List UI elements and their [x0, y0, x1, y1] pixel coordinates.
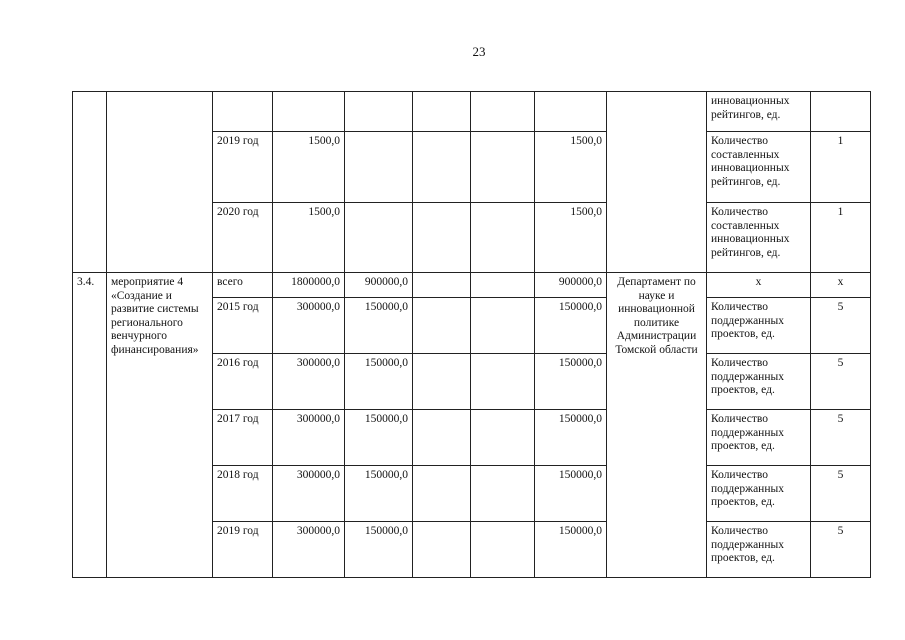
- local-cell: [471, 132, 535, 203]
- federal-cell: 150000,0: [345, 298, 413, 354]
- extra-cell: 150000,0: [535, 522, 607, 578]
- year-cell: 2015 год: [213, 298, 273, 354]
- local-cell: [471, 298, 535, 354]
- extra-cell: 1500,0: [535, 132, 607, 203]
- value-cell: 5: [811, 298, 871, 354]
- regional-cell: [413, 354, 471, 410]
- regional-cell: [413, 410, 471, 466]
- regional-cell: [413, 273, 471, 298]
- federal-cell: 150000,0: [345, 354, 413, 410]
- total-cell: 300000,0: [273, 466, 345, 522]
- extra-cell: 150000,0: [535, 354, 607, 410]
- program-table: [72, 91, 871, 578]
- year-cell: всего: [213, 273, 273, 298]
- indicator-cell: Количество составленных инновационных рейтингов, ед.: [707, 203, 811, 273]
- year-cell: 2017 год: [213, 410, 273, 466]
- value-cell: 1: [811, 203, 871, 273]
- value-cell: 5: [811, 410, 871, 466]
- value-cell: [811, 92, 871, 132]
- local-cell: [471, 466, 535, 522]
- total-cell: 1500,0: [273, 132, 345, 203]
- indicator-cell: Количество поддержанных проектов, ед.: [707, 298, 811, 354]
- indicator-cell: инновационных рейтингов, ед.: [707, 92, 811, 132]
- extra-cell: 150000,0: [535, 298, 607, 354]
- local-cell: [471, 203, 535, 273]
- local-cell: [471, 354, 535, 410]
- federal-cell: [345, 203, 413, 273]
- total-cell: [273, 92, 345, 132]
- total-cell: 300000,0: [273, 410, 345, 466]
- federal-cell: 150000,0: [345, 522, 413, 578]
- indicator-cell: Количество составленных инновационных рейтингов, ед.: [707, 132, 811, 203]
- total-cell: 300000,0: [273, 354, 345, 410]
- total-cell: 1800000,0: [273, 273, 345, 298]
- number-cell: [73, 92, 107, 273]
- extra-cell: 150000,0: [535, 466, 607, 522]
- local-cell: [471, 410, 535, 466]
- regional-cell: [413, 466, 471, 522]
- local-cell: [471, 273, 535, 298]
- total-cell: 300000,0: [273, 522, 345, 578]
- value-cell: 1: [811, 132, 871, 203]
- table-row: [73, 92, 871, 132]
- value-cell: х: [811, 273, 871, 298]
- federal-cell: 150000,0: [345, 466, 413, 522]
- regional-cell: [413, 92, 471, 132]
- year-cell: 2018 год: [213, 466, 273, 522]
- page-number: 23: [472, 44, 486, 59]
- value-cell: 5: [811, 522, 871, 578]
- indicator-cell: Количество поддержанных проектов, ед.: [707, 466, 811, 522]
- indicator-cell: Количество поддержанных проектов, ед.: [707, 410, 811, 466]
- year-cell: 2019 год: [213, 522, 273, 578]
- year-cell: 2019 год: [213, 132, 273, 203]
- regional-cell: [413, 298, 471, 354]
- measure-name-cell: [107, 92, 213, 273]
- regional-cell: [413, 522, 471, 578]
- indicator-cell: Количество поддержанных проектов, ед.: [707, 522, 811, 578]
- value-cell: 5: [811, 354, 871, 410]
- indicator-cell: х: [707, 273, 811, 298]
- year-cell: 2020 год: [213, 203, 273, 273]
- regional-cell: [413, 132, 471, 203]
- federal-cell: [345, 92, 413, 132]
- regional-cell: [413, 203, 471, 273]
- year-cell: 2016 год: [213, 354, 273, 410]
- federal-cell: [345, 132, 413, 203]
- total-cell: 1500,0: [273, 203, 345, 273]
- executor-cell: [607, 92, 707, 273]
- extra-cell: 900000,0: [535, 273, 607, 298]
- executor: Департамент по науке и инновационной политике Администрации Томской области: [607, 273, 707, 578]
- extra-cell: 150000,0: [535, 410, 607, 466]
- federal-cell: 900000,0: [345, 273, 413, 298]
- measure-name: мероприятие 4 «Создание и развитие системы регионального венчурного финансирования»: [107, 273, 213, 578]
- local-cell: [471, 92, 535, 132]
- measure-number: 3.4.: [73, 273, 107, 578]
- extra-cell: 1500,0: [535, 203, 607, 273]
- local-cell: [471, 522, 535, 578]
- federal-cell: 150000,0: [345, 410, 413, 466]
- value-cell: 5: [811, 466, 871, 522]
- total-cell: 300000,0: [273, 298, 345, 354]
- indicator-cell: Количество поддержанных проектов, ед.: [707, 354, 811, 410]
- year-cell: [213, 92, 273, 132]
- table-row: [73, 273, 871, 298]
- extra-cell: [535, 92, 607, 132]
